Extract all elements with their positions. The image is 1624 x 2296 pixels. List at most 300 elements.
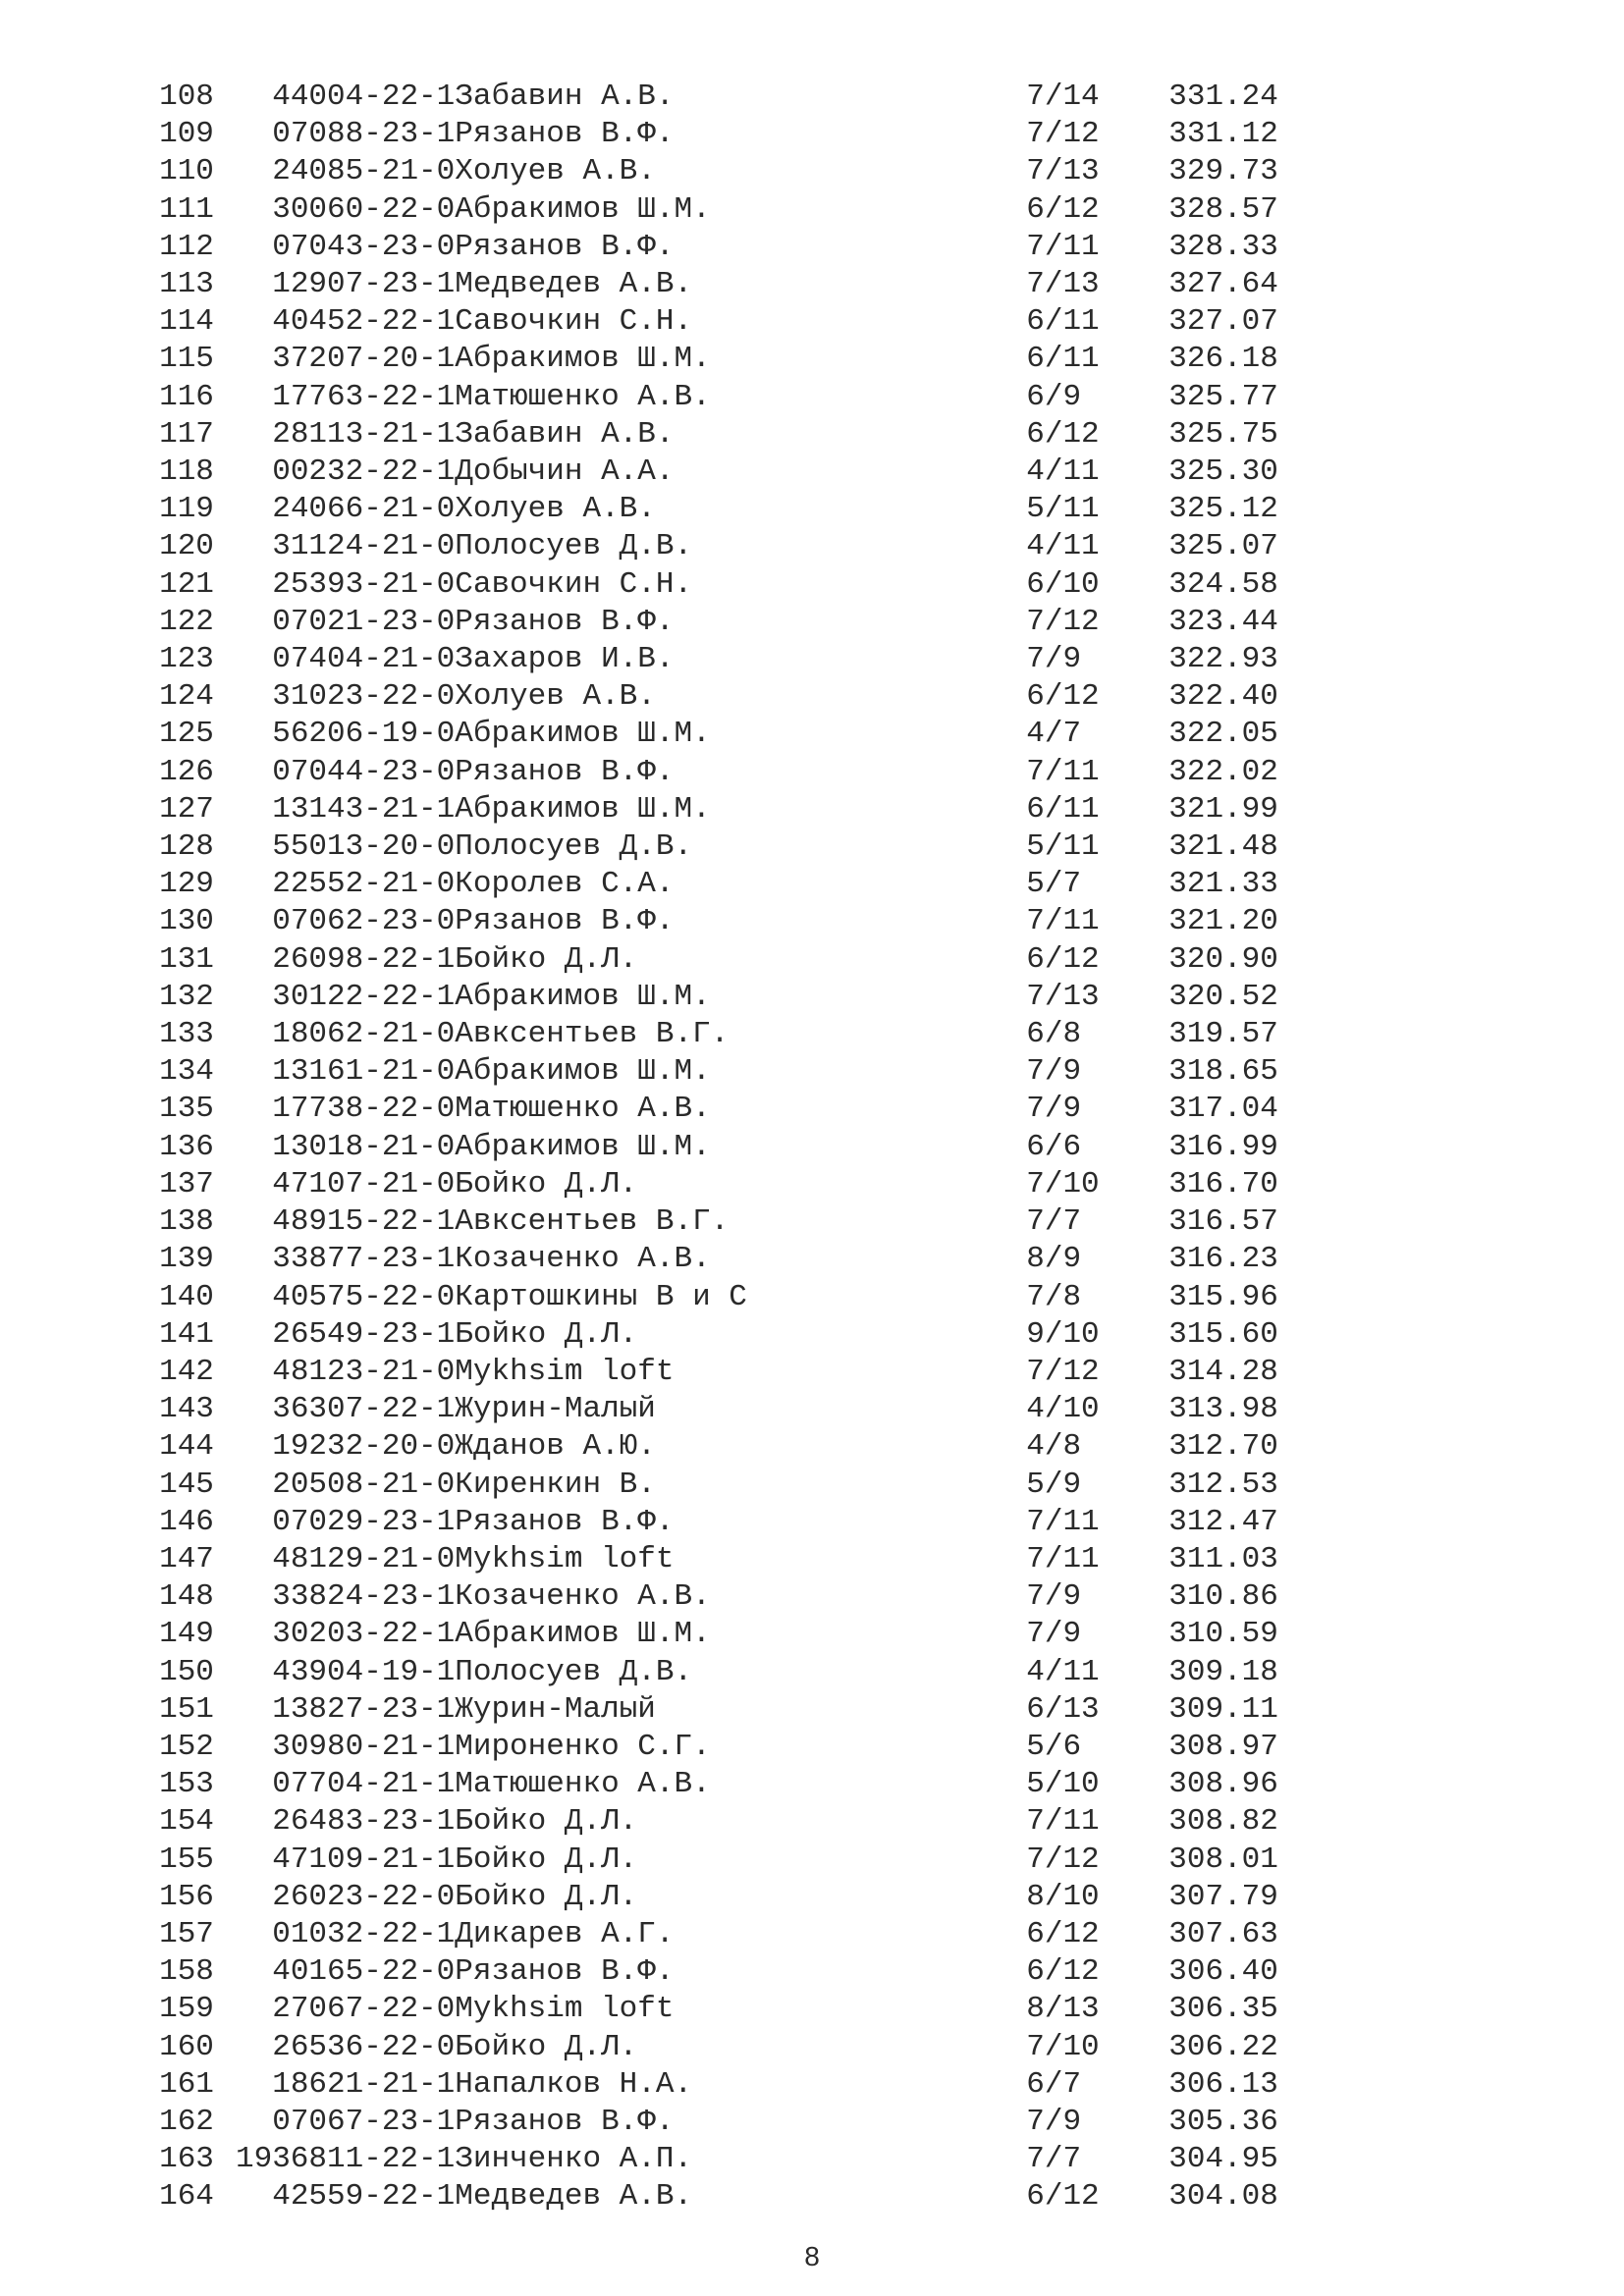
score-cell: 331.12	[1168, 117, 1278, 152]
table-row	[137, 678, 1311, 716]
rank-cell: 129	[159, 867, 214, 902]
rank-cell: 149	[159, 1617, 214, 1652]
ratio-cell: 4/10	[1026, 1392, 1100, 1427]
score-cell: 331.24	[1168, 80, 1278, 114]
rank-cell: 113	[159, 267, 214, 302]
table-row	[137, 1166, 1311, 1203]
ratio-cell: 7/12	[1026, 604, 1100, 639]
rank-cell: 154	[159, 1804, 214, 1840]
results-table-body	[137, 79, 1311, 2216]
table-row	[137, 153, 1311, 190]
rank-cell: 109	[159, 117, 214, 152]
ratio-cell: 4/11	[1026, 1654, 1100, 1689]
rank-cell: 110	[159, 154, 214, 189]
owner-name-cell: Картошкины В и С	[455, 1279, 747, 1314]
score-cell: 310.86	[1168, 1579, 1278, 1615]
entry-id-cell: 07404-21-0	[272, 642, 456, 677]
rank-cell: 157	[159, 1916, 214, 1951]
table-row	[137, 1091, 1311, 1128]
score-cell: 308.96	[1168, 1767, 1278, 1802]
rank-cell: 123	[159, 642, 214, 677]
table-row	[137, 2178, 1311, 2216]
score-cell: 325.30	[1168, 454, 1278, 490]
entry-id-cell: 48123-21-0	[272, 1354, 456, 1389]
ratio-cell: 7/9	[1026, 1617, 1082, 1652]
owner-name-cell: Бойко Д.Л.	[455, 1804, 638, 1840]
ratio-cell: 5/7	[1026, 867, 1082, 902]
ratio-cell: 7/10	[1026, 2029, 1100, 2064]
ratio-cell: 7/8	[1026, 1279, 1082, 1314]
entry-id-cell: 30980-21-1	[272, 1729, 456, 1764]
table-row	[137, 866, 1311, 903]
ratio-cell: 7/7	[1026, 1204, 1082, 1240]
ratio-cell: 6/11	[1026, 304, 1100, 340]
score-cell: 313.98	[1168, 1392, 1278, 1427]
ratio-cell: 6/12	[1026, 191, 1100, 227]
owner-name-cell: Мироненко С.Г.	[455, 1729, 711, 1764]
owner-name-cell: Добычин А.А.	[455, 454, 675, 490]
owner-name-cell: Савочкин С.Н.	[455, 566, 693, 602]
score-cell: 318.65	[1168, 1054, 1278, 1090]
table-row	[137, 1654, 1311, 1691]
score-cell: 320.52	[1168, 979, 1278, 1014]
entry-id-cell: 24066-21-0	[272, 492, 456, 527]
score-cell: 316.99	[1168, 1129, 1278, 1164]
owner-name-cell: Абракимов Ш.М.	[455, 342, 711, 377]
score-cell: 316.57	[1168, 1204, 1278, 1240]
score-cell: 308.82	[1168, 1804, 1278, 1840]
score-cell: 315.60	[1168, 1316, 1278, 1352]
rank-cell: 144	[159, 1429, 214, 1465]
ratio-cell: 5/6	[1026, 1729, 1082, 1764]
score-cell: 325.07	[1168, 529, 1278, 564]
entry-id-cell: 1936811-22-1	[236, 2142, 456, 2177]
owner-name-cell: Рязанов В.Ф.	[455, 604, 675, 639]
ratio-cell: 4/7	[1026, 717, 1082, 752]
table-row	[137, 941, 1311, 979]
ratio-cell: 6/11	[1026, 791, 1100, 827]
score-cell: 307.63	[1168, 1916, 1278, 1951]
score-cell: 317.04	[1168, 1092, 1278, 1127]
table-row	[137, 1766, 1311, 1803]
owner-name-cell: Бойко Д.Л.	[455, 2029, 638, 2064]
table-row	[137, 1354, 1311, 1391]
rank-cell: 163	[159, 2142, 214, 2177]
score-cell: 328.57	[1168, 191, 1278, 227]
ratio-cell: 4/11	[1026, 529, 1100, 564]
entry-id-cell: 13143-21-1	[272, 791, 456, 827]
owner-name-cell: Рязанов В.Ф.	[455, 904, 675, 939]
rank-cell: 126	[159, 754, 214, 789]
rank-cell: 158	[159, 1954, 214, 1990]
owner-name-cell: Рязанов В.Ф.	[455, 754, 675, 789]
owner-name-cell: Полосуев Д.В.	[455, 1654, 693, 1689]
ratio-cell: 6/8	[1026, 1017, 1082, 1052]
table-row	[137, 1842, 1311, 1879]
owner-name-cell: Матюшенко А.В.	[455, 379, 711, 414]
owner-name-cell: Рязанов В.Ф.	[455, 1504, 675, 1539]
table-row	[137, 191, 1311, 229]
ratio-cell: 9/10	[1026, 1316, 1100, 1352]
rank-cell: 141	[159, 1316, 214, 1352]
rank-cell: 108	[159, 80, 214, 114]
owner-name-cell: Холуев А.В.	[455, 154, 656, 189]
table-row	[137, 491, 1311, 528]
owner-name-cell: Абракимов Ш.М.	[455, 1129, 711, 1164]
table-row	[137, 1879, 1311, 1916]
owner-name-cell: Mykhsim loft	[455, 1354, 675, 1389]
ratio-cell: 7/13	[1026, 154, 1100, 189]
ratio-cell: 5/11	[1026, 492, 1100, 527]
entry-id-cell: 48915-22-1	[272, 1204, 456, 1240]
entry-id-cell: 07067-23-1	[272, 2104, 456, 2139]
entry-id-cell: 33877-23-1	[272, 1242, 456, 1277]
owner-name-cell: Абракимов Ш.М.	[455, 1054, 711, 1090]
score-cell: 322.40	[1168, 679, 1278, 715]
entry-id-cell: 13827-23-1	[272, 1691, 456, 1727]
score-cell: 309.11	[1168, 1691, 1278, 1727]
owner-name-cell: Киренкин В.	[455, 1467, 656, 1502]
score-cell: 316.23	[1168, 1242, 1278, 1277]
rank-cell: 142	[159, 1354, 214, 1389]
owner-name-cell: Абракимов Ш.М.	[455, 191, 711, 227]
score-cell: 310.59	[1168, 1617, 1278, 1652]
rank-cell: 161	[159, 2066, 214, 2102]
entry-id-cell: 13161-21-0	[272, 1054, 456, 1090]
table-row	[137, 379, 1311, 416]
entry-id-cell: 00232-22-1	[272, 454, 456, 490]
score-cell: 304.95	[1168, 2142, 1278, 2177]
rank-cell: 117	[159, 416, 214, 452]
score-cell: 326.18	[1168, 342, 1278, 377]
ratio-cell: 7/11	[1026, 1804, 1100, 1840]
owner-name-cell: Холуев А.В.	[455, 492, 656, 527]
entry-id-cell: 37207-20-1	[272, 342, 456, 377]
table-row	[137, 1241, 1311, 1278]
entry-id-cell: 55013-20-0	[272, 829, 456, 865]
table-row	[137, 116, 1311, 153]
ratio-cell: 7/9	[1026, 2104, 1082, 2139]
table-row	[137, 791, 1311, 828]
entry-id-cell: 44004-22-1	[272, 80, 456, 114]
entry-id-cell: 27067-22-0	[272, 1992, 456, 2027]
score-cell: 321.33	[1168, 867, 1278, 902]
owner-name-cell: Рязанов В.Ф.	[455, 2104, 675, 2139]
ratio-cell: 7/9	[1026, 642, 1082, 677]
rank-cell: 134	[159, 1054, 214, 1090]
owner-name-cell: Рязанов В.Ф.	[455, 1954, 675, 1990]
score-cell: 304.08	[1168, 2179, 1278, 2215]
table-row	[137, 229, 1311, 266]
entry-id-cell: 30122-22-1	[272, 979, 456, 1014]
score-cell: 312.53	[1168, 1467, 1278, 1502]
owner-name-cell: Бойко Д.Л.	[455, 1316, 638, 1352]
rank-cell: 162	[159, 2104, 214, 2139]
entry-id-cell: 31124-21-0	[272, 529, 456, 564]
rank-cell: 139	[159, 1242, 214, 1277]
table-row	[137, 303, 1311, 341]
rank-cell: 159	[159, 1992, 214, 2027]
entry-id-cell: 07704-21-1	[272, 1767, 456, 1802]
ratio-cell: 6/11	[1026, 342, 1100, 377]
owner-name-cell: Mykhsim loft	[455, 1541, 675, 1576]
score-cell: 325.75	[1168, 416, 1278, 452]
rank-cell: 140	[159, 1279, 214, 1314]
owner-name-cell: Рязанов В.Ф.	[455, 117, 675, 152]
entry-id-cell: 47109-21-1	[272, 1842, 456, 1877]
entry-id-cell: 12907-23-1	[272, 267, 456, 302]
rank-cell: 137	[159, 1166, 214, 1201]
entry-id-cell: 18621-21-1	[272, 2066, 456, 2102]
owner-name-cell: Напалков Н.А.	[455, 2066, 693, 2102]
ratio-cell: 5/9	[1026, 1467, 1082, 1502]
entry-id-cell: 42559-22-1	[272, 2179, 456, 2215]
rank-cell: 124	[159, 679, 214, 715]
owner-name-cell: Авксентьев В.Г.	[455, 1204, 730, 1240]
owner-name-cell: Абракимов Ш.М.	[455, 1617, 711, 1652]
rank-cell: 151	[159, 1691, 214, 1727]
ratio-cell: 7/9	[1026, 1054, 1082, 1090]
table-row	[137, 604, 1311, 641]
table-row	[137, 2029, 1311, 2066]
score-cell: 309.18	[1168, 1654, 1278, 1689]
rank-cell: 112	[159, 229, 214, 264]
table-row	[137, 1504, 1311, 1541]
rank-cell: 119	[159, 492, 214, 527]
ratio-cell: 5/10	[1026, 1767, 1100, 1802]
rank-cell: 145	[159, 1467, 214, 1502]
ratio-cell: 7/11	[1026, 1541, 1100, 1576]
ratio-cell: 8/10	[1026, 1879, 1100, 1914]
score-cell: 305.36	[1168, 2104, 1278, 2139]
rank-cell: 160	[159, 2029, 214, 2064]
rank-cell: 111	[159, 191, 214, 227]
ratio-cell: 7/12	[1026, 1354, 1100, 1389]
owner-name-cell: Дикарев А.Г.	[455, 1916, 675, 1951]
owner-name-cell: Абракимов Ш.М.	[455, 979, 711, 1014]
rank-cell: 135	[159, 1092, 214, 1127]
owner-name-cell: Бойко Д.Л.	[455, 1166, 638, 1201]
table-row	[137, 1428, 1311, 1466]
score-cell: 321.48	[1168, 829, 1278, 865]
table-row	[137, 1916, 1311, 1953]
entry-id-cell: 07029-23-1	[272, 1504, 456, 1539]
table-row	[137, 2066, 1311, 2104]
entry-id-cell: 19232-20-0	[272, 1429, 456, 1465]
score-cell: 316.70	[1168, 1166, 1278, 1201]
score-cell: 325.77	[1168, 379, 1278, 414]
entry-id-cell: 30203-22-1	[272, 1617, 456, 1652]
score-cell: 322.93	[1168, 642, 1278, 677]
owner-name-cell: Бойко Д.Л.	[455, 1842, 638, 1877]
table-row	[137, 1129, 1311, 1166]
ratio-cell: 6/10	[1026, 566, 1100, 602]
owner-name-cell: Абракимов Ш.М.	[455, 791, 711, 827]
table-row	[137, 79, 1311, 116]
owner-name-cell: Полосуев Д.В.	[455, 529, 693, 564]
owner-name-cell: Mykhsim loft	[455, 1992, 675, 2027]
table-row	[137, 2141, 1311, 2178]
table-row	[137, 1541, 1311, 1578]
entry-id-cell: 07088-23-1	[272, 117, 456, 152]
score-cell: 327.07	[1168, 304, 1278, 340]
table-row	[137, 641, 1311, 678]
entry-id-cell: 40575-22-0	[272, 1279, 456, 1314]
owner-name-cell: Полосуев Д.В.	[455, 829, 693, 865]
entry-id-cell: 26549-23-1	[272, 1316, 456, 1352]
entry-id-cell: 18062-21-0	[272, 1017, 456, 1052]
score-cell: 311.03	[1168, 1541, 1278, 1576]
score-cell: 306.35	[1168, 1992, 1278, 2027]
entry-id-cell: 22552-21-0	[272, 867, 456, 902]
score-cell: 308.01	[1168, 1842, 1278, 1877]
table-row	[137, 903, 1311, 940]
ratio-cell: 7/11	[1026, 229, 1100, 264]
entry-id-cell: 33824-23-1	[272, 1579, 456, 1615]
rank-cell: 152	[159, 1729, 214, 1764]
ratio-cell: 6/9	[1026, 379, 1082, 414]
score-cell: 322.02	[1168, 754, 1278, 789]
rank-cell: 146	[159, 1504, 214, 1539]
owner-name-cell: Бойко Д.Л.	[455, 1879, 638, 1914]
rank-cell: 150	[159, 1654, 214, 1689]
owner-name-cell: Забавин А.В.	[455, 80, 675, 114]
table-row	[137, 1729, 1311, 1766]
entry-id-cell: 25393-21-0	[272, 566, 456, 602]
owner-name-cell: Королев С.А.	[455, 867, 675, 902]
entry-id-cell: 47107-21-0	[272, 1166, 456, 1201]
owner-name-cell: Савочкин С.Н.	[455, 304, 693, 340]
ratio-cell: 7/12	[1026, 1842, 1100, 1877]
score-cell: 329.73	[1168, 154, 1278, 189]
score-cell: 328.33	[1168, 229, 1278, 264]
entry-id-cell: 26536-22-0	[272, 2029, 456, 2064]
entry-id-cell: 17738-22-0	[272, 1092, 456, 1127]
table-row	[137, 2104, 1311, 2141]
owner-name-cell: Козаченко А.В.	[455, 1242, 711, 1277]
score-cell: 312.47	[1168, 1504, 1278, 1539]
ratio-cell: 7/14	[1026, 80, 1100, 114]
ratio-cell: 8/13	[1026, 1992, 1100, 2027]
entry-id-cell: 43904-19-1	[272, 1654, 456, 1689]
score-cell: 307.79	[1168, 1879, 1278, 1914]
owner-name-cell: Рязанов В.Ф.	[455, 229, 675, 264]
table-row	[137, 1391, 1311, 1428]
ratio-cell: 5/11	[1026, 829, 1100, 865]
entry-id-cell: 48129-21-0	[272, 1541, 456, 1576]
entry-id-cell: 31023-22-0	[272, 679, 456, 715]
table-row	[137, 716, 1311, 753]
owner-name-cell: Матюшенко А.В.	[455, 1092, 711, 1127]
rank-cell: 164	[159, 2179, 214, 2215]
entry-id-cell: 40165-22-0	[272, 1954, 456, 1990]
entry-id-cell: 24085-21-0	[272, 154, 456, 189]
rank-cell: 132	[159, 979, 214, 1014]
rank-cell: 121	[159, 566, 214, 602]
table-row	[137, 1616, 1311, 1653]
rank-cell: 130	[159, 904, 214, 939]
ratio-cell: 7/7	[1026, 2142, 1082, 2177]
table-row	[137, 1016, 1311, 1053]
rank-cell: 133	[159, 1017, 214, 1052]
ratio-cell: 7/11	[1026, 754, 1100, 789]
score-cell: 312.70	[1168, 1429, 1278, 1465]
score-cell: 308.97	[1168, 1729, 1278, 1764]
owner-name-cell: Зинченко А.П.	[455, 2142, 693, 2177]
rank-cell: 128	[159, 829, 214, 865]
table-row	[137, 1691, 1311, 1729]
rank-cell: 118	[159, 454, 214, 490]
ratio-cell: 6/12	[1026, 679, 1100, 715]
entry-id-cell: 13018-21-0	[272, 1129, 456, 1164]
table-row	[137, 566, 1311, 604]
rank-cell: 136	[159, 1129, 214, 1164]
table-row	[137, 754, 1311, 791]
score-cell: 306.13	[1168, 2066, 1278, 2102]
rank-cell: 115	[159, 342, 214, 377]
entry-id-cell: 26098-22-1	[272, 941, 456, 977]
table-row	[137, 1053, 1311, 1091]
rank-cell: 120	[159, 529, 214, 564]
table-row	[137, 1467, 1311, 1504]
rank-cell: 147	[159, 1541, 214, 1576]
rank-cell: 143	[159, 1392, 214, 1427]
owner-name-cell: Бойко Д.Л.	[455, 941, 638, 977]
table-row	[137, 1203, 1311, 1241]
entry-id-cell: 30060-22-0	[272, 191, 456, 227]
owner-name-cell: Жданов А.Ю.	[455, 1429, 656, 1465]
rank-cell: 156	[159, 1879, 214, 1914]
score-cell: 319.57	[1168, 1017, 1278, 1052]
owner-name-cell: Медведев А.В.	[455, 267, 693, 302]
owner-name-cell: Забавин А.В.	[455, 416, 675, 452]
score-cell: 322.05	[1168, 717, 1278, 752]
table-row	[137, 1279, 1311, 1316]
score-cell: 306.40	[1168, 1954, 1278, 1990]
owner-name-cell: Журин-Малый	[455, 1691, 656, 1727]
ratio-cell: 8/9	[1026, 1242, 1082, 1277]
rank-cell: 138	[159, 1204, 214, 1240]
owner-name-cell: Авксентьев В.Г.	[455, 1017, 730, 1052]
ratio-cell: 6/6	[1026, 1129, 1082, 1164]
score-cell: 323.44	[1168, 604, 1278, 639]
table-row	[137, 1991, 1311, 2028]
score-cell: 325.12	[1168, 492, 1278, 527]
entry-id-cell: 40452-22-1	[272, 304, 456, 340]
table-row	[137, 416, 1311, 454]
entry-id-cell: 36307-22-1	[272, 1392, 456, 1427]
ratio-cell: 4/11	[1026, 454, 1100, 490]
owner-name-cell: Захаров И.В.	[455, 642, 675, 677]
score-cell: 321.99	[1168, 791, 1278, 827]
entry-id-cell: 56206-19-0	[272, 717, 456, 752]
results-table	[137, 79, 1311, 2216]
table-row	[137, 828, 1311, 866]
score-cell: 315.96	[1168, 1279, 1278, 1314]
rank-cell: 148	[159, 1579, 214, 1615]
entry-id-cell: 17763-22-1	[272, 379, 456, 414]
owner-name-cell: Журин-Малый	[455, 1392, 656, 1427]
table-row	[137, 1316, 1311, 1354]
table-row	[137, 454, 1311, 491]
score-cell: 321.20	[1168, 904, 1278, 939]
table-row	[137, 1953, 1311, 1991]
table-row	[137, 266, 1311, 303]
table-row	[137, 979, 1311, 1016]
score-cell: 320.90	[1168, 941, 1278, 977]
rank-cell: 122	[159, 604, 214, 639]
page-number: 8	[804, 2241, 820, 2271]
